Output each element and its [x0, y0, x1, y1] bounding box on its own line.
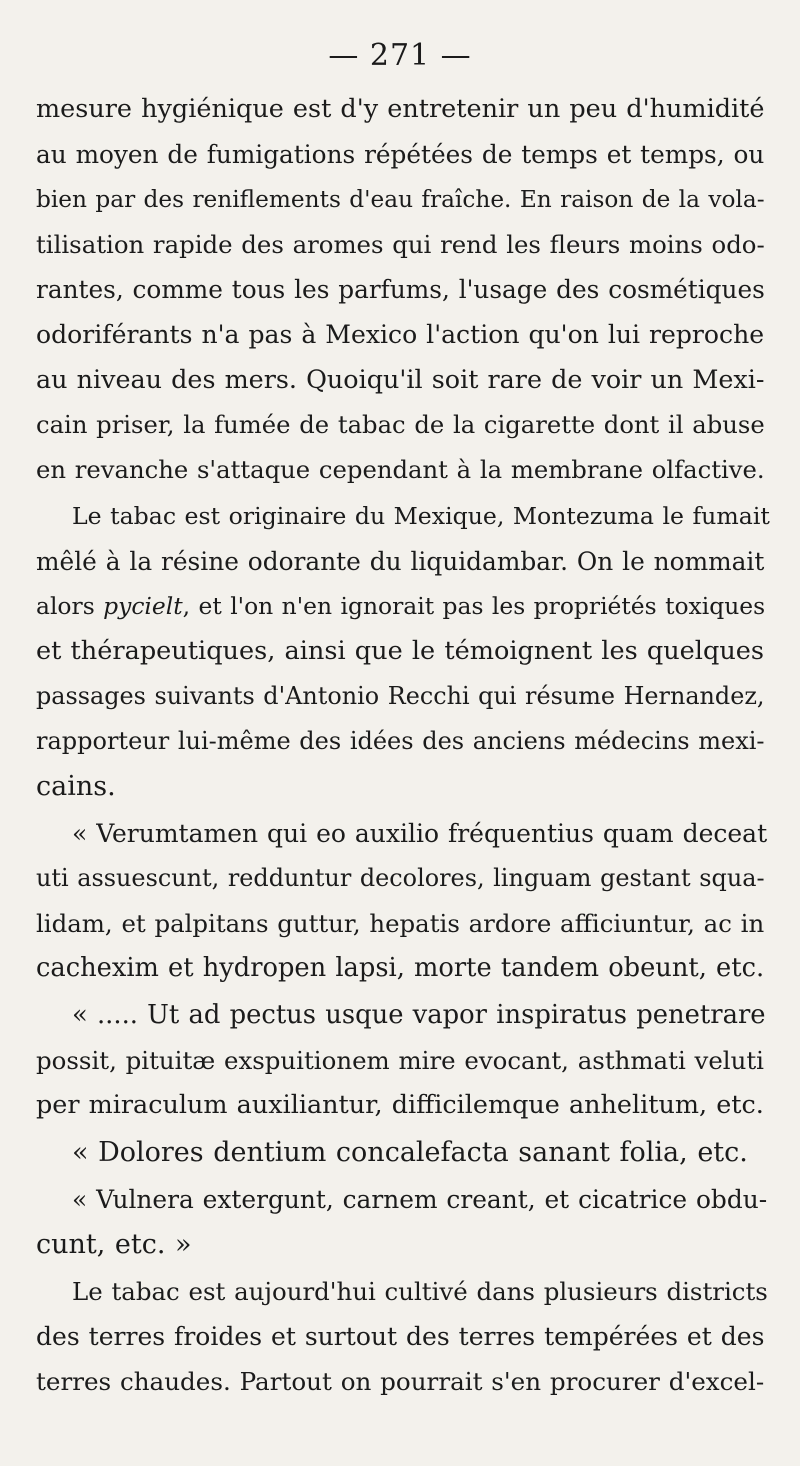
text-line: « Vulnera extergunt, carnem creant, et cicatrice obdu- — [72, 1185, 768, 1214]
text-line: cachexim et hydropen lapsi, morte tandem obeunt, etc. — [36, 953, 765, 983]
paragraph — [36, 811, 768, 991]
paragraph — [36, 1130, 764, 1175]
text-line: rantes, comme tous les parfums, l'usage des cosmétiques — [36, 275, 765, 304]
text-line: possit, pituitæ exspuitionem mire evocant, asthmati veluti — [36, 1046, 764, 1075]
text-line: rapporteur lui-même des idées des anciens médecins mexi- — [36, 727, 765, 755]
text-line: bien par des reniflements d'eau fraîche. En raison de la vola- — [36, 186, 765, 213]
text-line: des terres froides et surtout des terres tempérées et des — [36, 1322, 765, 1351]
text-line: mêlé à la résine odorante du liquidambar. On le nommait — [36, 547, 765, 576]
paragraph — [36, 993, 764, 1128]
text-line: passages suivants d'Antonio Recchi qui résume Hernandez, — [36, 682, 765, 710]
text-line: et thérapeutiques, ainsi que le témoignent les quelques — [36, 636, 764, 666]
text-line: mesure hygiénique est d'y entretenir un peu d'humidité — [36, 94, 765, 124]
text-line: tilisation rapide des aromes qui rend les fleurs moins odo- — [36, 230, 765, 259]
text-line: uti assuescunt, redduntur decolores, linguam gestant squa- — [36, 864, 765, 892]
paragraph — [36, 1269, 768, 1404]
text-line: au niveau des mers. Quoiqu'il soit rare de voir un Mexi- — [36, 364, 765, 394]
text-line: en revanche s'attaque cependant à la membrane olfactive. — [36, 455, 765, 484]
text-line: au moyen de fumigations répétées de temps et temps, ou — [36, 140, 765, 169]
text-line: alors pycielt, et l'on n'en ignorait pas les propriétés toxiques — [36, 592, 766, 620]
text-line: per miraculum auxiliantur, difficilemque anhelitum, etc. — [36, 1090, 764, 1120]
text-line: lidam, et palpitans guttur, hepatis ardore afficiuntur, ac in — [36, 909, 765, 938]
text-line: Le tabac est originaire du Mexique, Montezuma le fumait — [72, 502, 770, 530]
body-text — [36, 87, 770, 1404]
page-number: — 271 — — [328, 38, 472, 73]
paragraph — [36, 87, 764, 492]
text-line: Le tabac est aujourd'hui cultivé dans plusieurs districts — [72, 1277, 768, 1306]
text-line: cain priser, la fumée de tabac de la cigarette dont il abuse — [36, 410, 765, 439]
text-line: terres chaudes. Partout on pourrait s'en procurer d'excel- — [36, 1367, 765, 1396]
text-line: cains. — [36, 771, 116, 802]
text-line: odoriférants n'a pas à Mexico l'action qu'on lui reproche — [36, 320, 765, 349]
text-line: cunt, etc. » — [36, 1229, 192, 1260]
text-line: « ..... Ut ad pectus usque vapor inspiratus penetrare — [72, 1000, 766, 1030]
text-line: « Dolores dentium concalefacta sanant folia, etc. — [72, 1137, 748, 1168]
paragraph — [36, 494, 770, 809]
paragraph — [36, 1177, 768, 1267]
text-line: « Verumtamen qui eo auxilio fréquentius quam deceat — [72, 819, 768, 848]
